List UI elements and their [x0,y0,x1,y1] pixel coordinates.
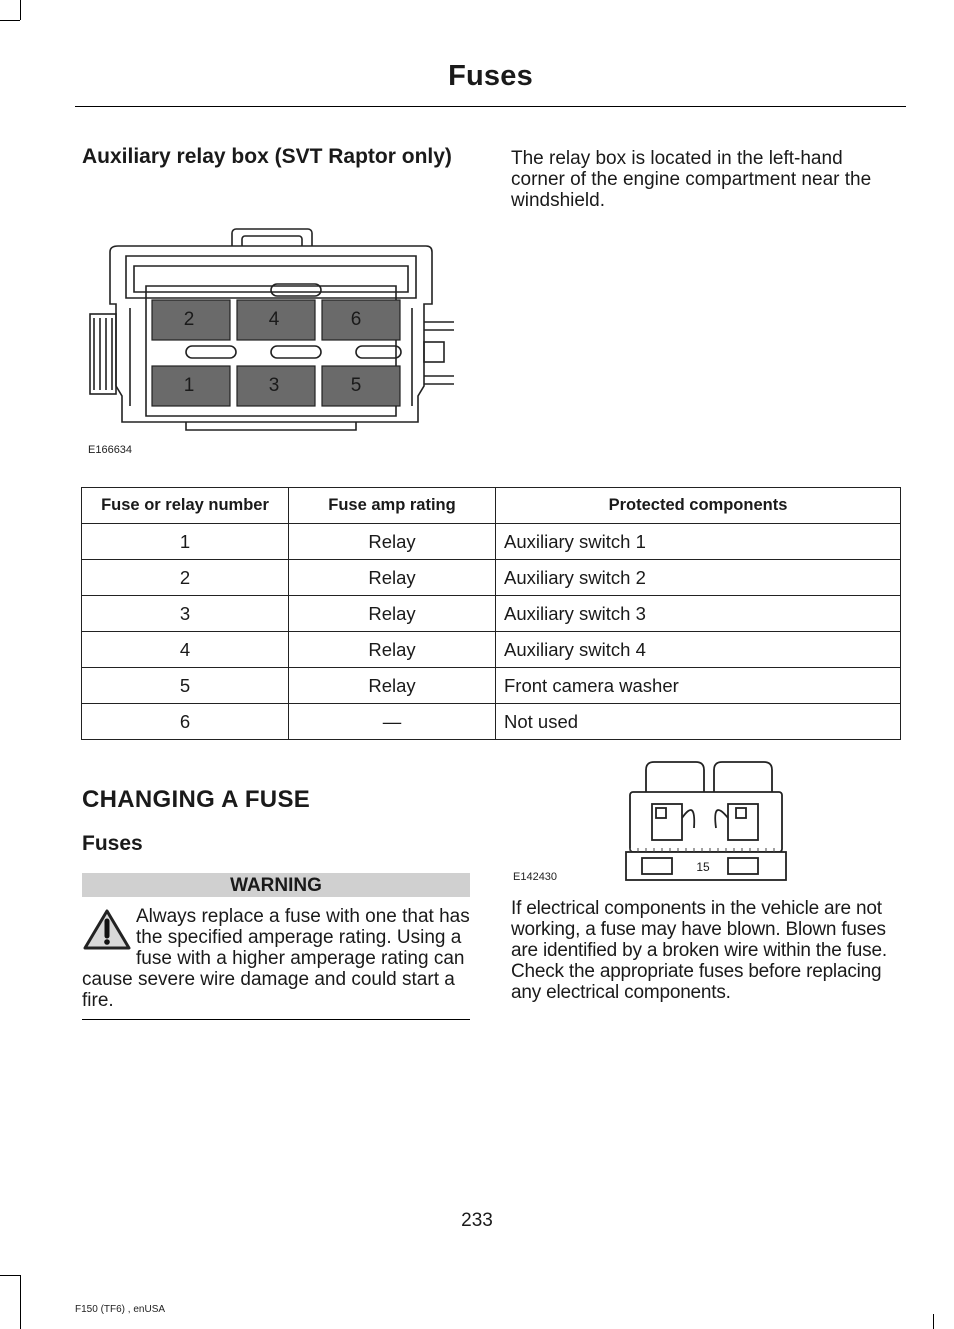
fuse-figure-code: E142430 [513,871,558,883]
relay-box-heading: Auxiliary relay box (SVT Raptor only) [82,145,452,168]
warning-triangle-icon [82,908,132,952]
fuse-rating-label: 15 [696,860,710,874]
relay-figure-code: E166634 [88,444,133,456]
table-cell: 3 [82,596,289,632]
table-cell: 2 [82,560,289,596]
table-cell: Relay [289,632,496,668]
column-header: Fuse or relay number [82,488,289,524]
warning-text: Always replace a fuse with one that has the specified amperage rating. Using a fuse with a higher amperage rating can cause severe wire damage and could start a fire. [82,906,470,1011]
page-title: Fuses [448,60,533,92]
changing-fuse-heading: CHANGING A FUSE [82,786,311,813]
crop-mark [20,1275,21,1329]
table-cell: Relay [289,560,496,596]
relay-label: 2 [183,309,195,330]
crop-mark [20,0,21,20]
table-cell: 6 [82,704,289,740]
crop-mark [0,20,20,21]
page-number: 233 [461,1210,493,1231]
column-header: Fuse amp rating [289,488,496,524]
footer-code: F150 (TF6) , enUSA [75,1304,166,1315]
fuses-subheading: Fuses [82,832,143,855]
table-row [82,704,901,740]
table-cell: Relay [289,524,496,560]
table-cell: Auxiliary switch 2 [496,560,901,596]
table-row [82,632,901,668]
relay-label: 5 [350,375,362,396]
table-cell: Relay [289,668,496,704]
table-cell: Relay [289,596,496,632]
table-cell: 1 [82,524,289,560]
relay-box-diagram [86,226,458,436]
relay-label: 1 [183,375,195,396]
table-cell: — [289,704,496,740]
table-cell: 4 [82,632,289,668]
warning-divider [82,1019,470,1020]
table-cell: 5 [82,668,289,704]
title-divider [75,106,906,107]
fuse-table [81,487,901,740]
relay-label: 6 [350,309,362,330]
table-row [82,560,901,596]
table-cell: Auxiliary switch 3 [496,596,901,632]
table-row [82,524,901,560]
table-row [82,596,901,632]
table-cell: Front camera washer [496,668,901,704]
table-cell: Not used [496,704,901,740]
relay-label: 3 [268,375,280,396]
table-header-row [82,488,901,524]
relay-box-intro: The relay box is located in the left-hand corner of the engine compartment near the windshield. [511,148,872,211]
warning-title: WARNING [82,873,470,897]
table-cell: Auxiliary switch 1 [496,524,901,560]
table-cell: Auxiliary switch 4 [496,632,901,668]
blown-fuse-paragraph: If electrical components in the vehicle are not working, a fuse may have blown. Blown fuses are identified by a broken wire within the fuse. Check the appropriate fuses before replacing any electrical components. [511,898,887,1003]
crop-mark [933,1314,934,1329]
crop-mark [0,1275,20,1276]
relay-label: 4 [268,309,280,330]
warning-block [82,906,472,1011]
table-row [82,668,901,704]
column-header: Protected components [496,488,901,524]
